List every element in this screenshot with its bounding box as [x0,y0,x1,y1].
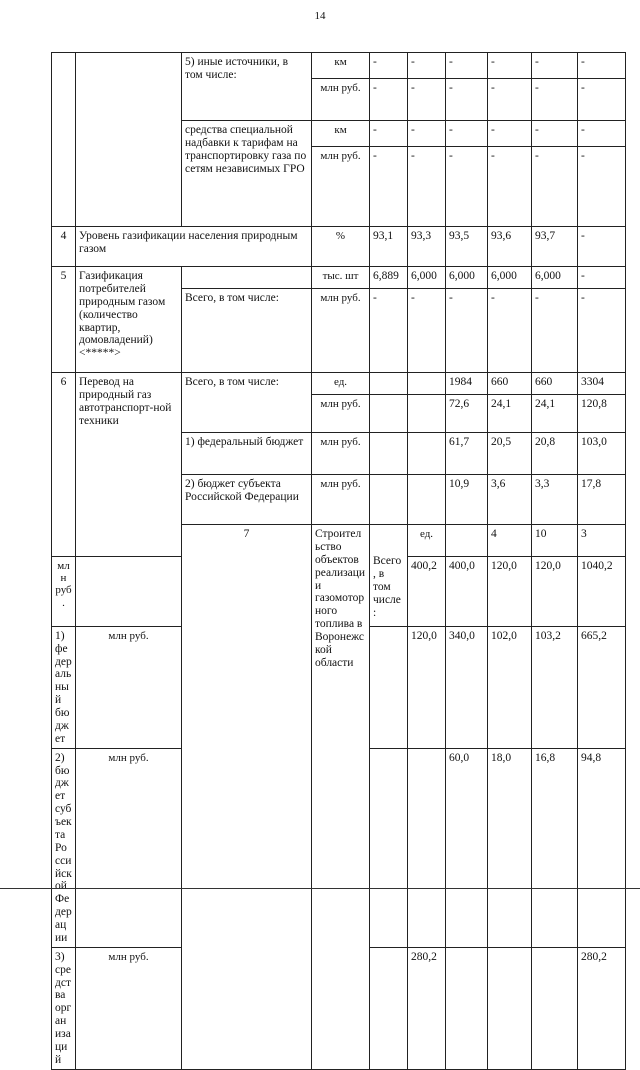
unit-cell: млн руб. [312,79,370,121]
value-cell: 340,0 [446,626,488,748]
value-cell: 18,0 [488,748,532,947]
value-cell: - [532,53,578,79]
value-cell: 103,2 [532,626,578,748]
value-cell: - [408,79,446,121]
unit-cell: млн руб. [312,147,370,227]
unit-cell: км [312,121,370,147]
value-cell: 93,6 [488,227,532,267]
value-cell: 60,0 [446,748,488,947]
subitem-cell: 2) бюджет субъекта Российской Федерации [52,748,76,947]
value-cell: - [446,289,488,373]
value-cell: 10,9 [446,475,488,525]
indicator-label: Уровень газификации населения природным газом [76,227,312,267]
table-row [52,53,626,79]
value-cell: 3 [578,525,626,557]
value-cell: - [488,53,532,79]
value-cell: 6,000 [532,267,578,289]
value-cell: 400,2 [408,556,446,626]
value-cell: 103,0 [578,433,626,475]
unit-cell: млн руб. [52,556,76,626]
value-cell: 400,0 [446,556,488,626]
value-cell: - [578,121,626,147]
value-cell: 120,0 [532,556,578,626]
value-cell [408,433,446,475]
table-row [52,267,626,289]
indicator-cell [76,53,182,227]
unit-cell: млн руб. [76,947,182,1069]
value-cell [408,748,446,947]
value-cell: - [488,79,532,121]
unit-cell: тыс. шт [312,267,370,289]
value-cell: - [408,289,446,373]
other-sources-label: 5) иные источники, в том числе: [185,56,289,81]
row-number: 7 [182,525,312,1070]
unit-cell: ед. [408,525,446,557]
value-cell: 72,6 [446,395,488,433]
value-cell: 61,7 [446,433,488,475]
value-cell: - [408,121,446,147]
value-cell: 93,1 [370,227,408,267]
value-cell: 280,2 [408,947,446,1069]
value-cell: - [488,289,532,373]
page-number: 14 [314,10,326,22]
value-cell: 93,5 [446,227,488,267]
unit-cell: % [312,227,370,267]
value-cell: - [578,79,626,121]
value-cell: - [532,289,578,373]
value-cell: - [370,53,408,79]
value-cell [408,373,446,395]
value-cell: 94,8 [578,748,626,947]
value-cell [446,525,488,557]
value-cell: 6,000 [488,267,532,289]
subitem-cell: 2) бюджет субъекта Российской Федерации [182,475,312,525]
value-cell: 20,8 [532,433,578,475]
value-cell [370,947,408,1069]
special-surcharge-label: средства специальной надбавки к тарифам на транспортировку газа по сетям независимых ГРО [185,124,307,175]
value-cell: 93,3 [408,227,446,267]
subitem-cell: Всего, в том числе: [182,373,312,433]
value-cell: 4 [488,525,532,557]
value-cell: 660 [532,373,578,395]
value-cell: - [370,147,408,227]
value-cell: 3304 [578,373,626,395]
value-cell: - [488,147,532,227]
subitem-cell: 1) федеральный бюджет [182,433,312,475]
value-cell [370,748,408,947]
value-cell: - [446,147,488,227]
subitem-cell: 1) федеральный бюджет [52,626,76,748]
unit-cell: млн руб. [76,626,182,748]
value-cell: 280,2 [578,947,626,1069]
indicator-label: Газификация потребителей природным газом (количество квартир, домовладений) <*****> [76,267,182,373]
value-cell: 660 [488,373,532,395]
unit-cell: млн руб. [312,475,370,525]
row-number: 6 [52,373,76,557]
value-cell: 1984 [446,373,488,395]
value-cell [370,395,408,433]
value-cell: - [370,289,408,373]
table-row [52,373,626,395]
indicator-label: Строительство объектов реализации газомоторного топлива в Воронежской области [312,525,370,1070]
value-cell: - [408,53,446,79]
value-cell: - [446,53,488,79]
subitem-cell: 3) средства организаций [52,947,76,1069]
subitem-cell: Всего, в том числе: [182,289,312,373]
subitem-cell [182,267,312,289]
value-cell: - [578,147,626,227]
row-number: 4 [52,227,76,267]
value-cell: 93,7 [532,227,578,267]
value-cell [370,433,408,475]
value-cell: 6,000 [408,267,446,289]
value-cell: - [370,79,408,121]
value-cell: - [532,147,578,227]
value-cell: 120,8 [578,395,626,433]
value-cell: - [488,121,532,147]
value-cell: 6,000 [446,267,488,289]
value-cell: - [408,147,446,227]
value-cell: - [578,289,626,373]
value-cell: 120,0 [488,556,532,626]
value-cell: 24,1 [532,395,578,433]
value-cell [408,475,446,525]
value-cell: 665,2 [578,626,626,748]
value-cell [370,626,408,748]
subitem-cell [182,53,312,121]
value-cell: 24,1 [488,395,532,433]
value-cell [370,373,408,395]
value-cell: 3,6 [488,475,532,525]
table-row [52,227,626,267]
value-cell [76,556,182,626]
unit-cell: км [312,53,370,79]
value-cell: 3,3 [532,475,578,525]
value-cell: 6,889 [370,267,408,289]
value-cell: - [578,227,626,267]
value-cell: 1040,2 [578,556,626,626]
program-indicators-table [51,52,626,1070]
value-cell: 20,5 [488,433,532,475]
value-cell: 17,8 [578,475,626,525]
value-cell [488,947,532,1069]
value-cell [408,395,446,433]
indicator-label: Перевод на природный газ автотранспорт-ной техники [76,373,182,557]
unit-cell: млн руб. [76,748,182,947]
value-cell: - [446,121,488,147]
unit-cell: млн руб. [312,289,370,373]
row-number-cell [52,53,76,227]
row-number: 5 [52,267,76,373]
subitem-cell: Всего, в том числе: [370,525,408,627]
value-cell: - [532,121,578,147]
value-cell: 120,0 [408,626,446,748]
value-cell [370,475,408,525]
value-cell: - [370,121,408,147]
value-cell: 102,0 [488,626,532,748]
value-cell [446,947,488,1069]
unit-cell: ед. [312,373,370,395]
bottom-rule [0,888,640,889]
unit-cell: млн руб. [312,433,370,475]
subitem-cell [182,121,312,227]
value-cell: 10 [532,525,578,557]
value-cell: - [578,53,626,79]
value-cell: - [532,79,578,121]
value-cell: 16,8 [532,748,578,947]
value-cell: - [446,79,488,121]
value-cell [532,947,578,1069]
unit-cell: млн руб. [312,395,370,433]
value-cell: - [578,267,626,289]
